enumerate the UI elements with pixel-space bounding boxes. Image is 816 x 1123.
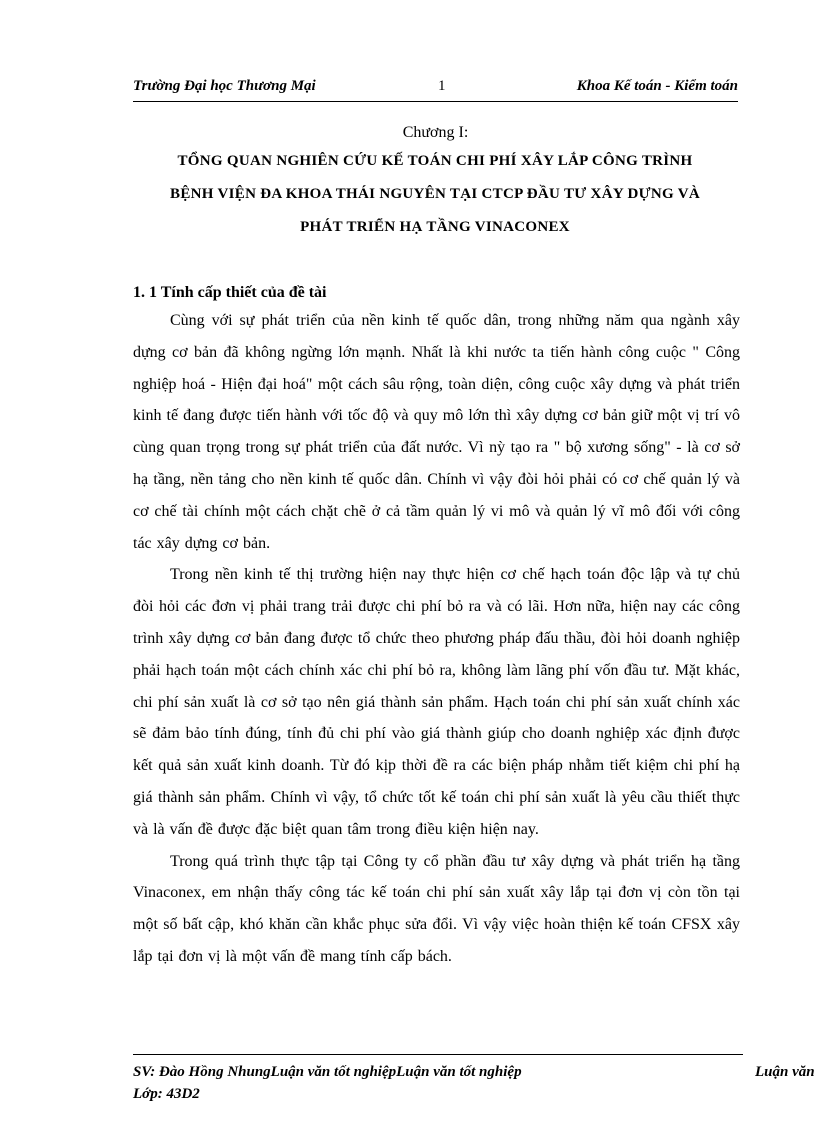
header-divider [133, 101, 738, 102]
footer-right-text: Luận văn [755, 1064, 815, 1080]
paragraph-3: Trong quá trình thực tập tại Công ty cổ phần đầu tư xây dựng và phát triển hạ tầng Vinaconex, em nhận thấy công tác kế toán chi phí sản xuất xây lắp tại đơn vị còn tồn tại một số bất cập, khó khăn cần khắc phục sửa đổi. Vì vậy việc hoàn thiện kế toán CFSX xây lắp tại đơn vị là một vấn đề mang tính cấp bách. [133, 852, 740, 965]
header-page-number: 1 [438, 78, 446, 94]
section-heading: 1. 1 Tính cấp thiết của đề tài [133, 284, 327, 301]
footer-student: SV: Đào Hồng NhungLuận văn tốt nghiệpLuận văn tốt nghiệp [133, 1064, 522, 1080]
body-text [133, 305, 740, 973]
chapter-title-line-2: BỆNH VIỆN ĐA KHOA THÁI NGUYÊN TẠI CTCP ĐẦU TƯ XÂY DỰNG VÀ [170, 186, 700, 202]
page-header [133, 78, 738, 100]
footer-divider [133, 1054, 743, 1055]
chapter-label: Chương I: [402, 124, 469, 141]
paragraph-2: Trong nền kinh tế thị trường hiện nay thực hiện cơ chế hạch toán độc lập và tự chủ đòi hỏi các đơn vị phải trang trải được chi phí bỏ ra và có lãi. Hơn nữa, hiện nay các công trình xây dựng cơ bản đang được tổ chức theo phương pháp đấu thầu, đòi hỏi doanh nghiệp phải hạch toán một cách chính xác chi phí bỏ ra, không làm lãng phí vốn đầu tư. Mặt khác, chi phí sản xuất là cơ sở tạo nên giá thành sản phẩm. Hạch toán chi phí sản xuất chính xác sẽ đảm bảo tính đúng, tính đủ chi phí vào giá thành giúp cho doanh nghiệp xác định được kết quả sản xuất kinh doanh. Từ đó kịp thời đề ra các biện pháp nhằm tiết kiệm chi phí hạ giá thành sản phẩm. Chính vì vậy, tổ chức tốt kế toán chi phí sản xuất là yêu cầu thiết thực và là vấn đề được đặc biệt quan tâm trong điều kiện hiện nay. [133, 566, 740, 838]
chapter-title-line-1: TỔNG QUAN NGHIÊN CỨU KẾ TOÁN CHI PHÍ XÂY LẮP CÔNG TRÌNH [177, 153, 693, 169]
header-faculty: Khoa Kế toán - Kiểm toán [576, 78, 738, 94]
header-school: Trường Đại học Thương Mại [133, 78, 316, 94]
footer-class: Lớp: 43D2 [133, 1086, 200, 1102]
chapter-title-line-3: PHÁT TRIỂN HẠ TẦNG VINACONEX [300, 219, 570, 235]
paragraph-1: Cùng với sự phát triển của nền kinh tế quốc dân, trong những năm qua ngành xây dựng cơ bản đã không ngừng lớn mạnh. Nhất là khi nước ta tiến hành công cuộc " Công nghiệp hoá - Hiện đại hoá" một cách sâu rộng, toàn diện, công cuộc xây dựng và phát triển kinh tế đang được tiến hành với tốc độ và quy mô lớn thì xây dựng cơ bản giữ một vị trí vô cùng quan trọng trong sự phát triển của đất nước. Vì nỳ tạo ra " bộ xương sống" - là cơ sở hạ tầng, nền tảng cho nền kinh tế quốc dân. Chính vì vậy đòi hỏi phải có cơ chế quản lý và cơ chế tài chính một cách chặt chẽ ở cả tầm quản lý vi mô và quản lý vĩ mô đối với công tác xây dựng cơ bản. [133, 312, 740, 552]
page-footer [133, 1061, 816, 1105]
